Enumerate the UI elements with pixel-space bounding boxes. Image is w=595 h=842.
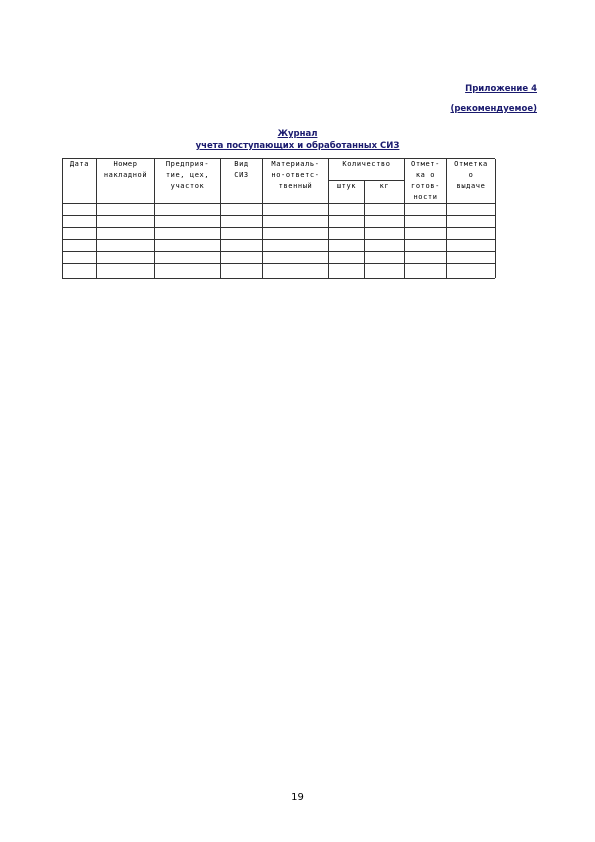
col-issue: Отметка о выдаче bbox=[447, 159, 496, 204]
table-cell[interactable] bbox=[329, 264, 365, 279]
col-date: Дата bbox=[63, 159, 97, 204]
table-row bbox=[63, 204, 496, 216]
table-cell[interactable] bbox=[263, 252, 329, 264]
table-cell[interactable] bbox=[365, 216, 405, 228]
table-cell[interactable] bbox=[329, 252, 365, 264]
table-cell[interactable] bbox=[221, 252, 263, 264]
table-cell[interactable] bbox=[63, 240, 97, 252]
table-cell[interactable] bbox=[155, 264, 221, 279]
table-row bbox=[63, 264, 496, 279]
recommended-label: (рекомендуемое) bbox=[450, 104, 537, 114]
table-cell[interactable] bbox=[155, 204, 221, 216]
table-cell[interactable] bbox=[97, 264, 155, 279]
col-responsible: Материаль- но-ответс- твенный bbox=[263, 159, 329, 204]
table-cell[interactable] bbox=[365, 252, 405, 264]
table-cell[interactable] bbox=[155, 252, 221, 264]
table-row bbox=[63, 216, 496, 228]
title-line-1: Журнал bbox=[277, 129, 318, 139]
table-cell[interactable] bbox=[447, 264, 496, 279]
table-row bbox=[63, 228, 496, 240]
table-cell[interactable] bbox=[63, 264, 97, 279]
table-cell[interactable] bbox=[63, 252, 97, 264]
col-quantity: Количество bbox=[329, 159, 405, 181]
table-cell[interactable] bbox=[155, 228, 221, 240]
table-cell[interactable] bbox=[63, 228, 97, 240]
table-cell[interactable] bbox=[221, 228, 263, 240]
col-invoice: Номер накладной bbox=[97, 159, 155, 204]
table-cell[interactable] bbox=[405, 264, 447, 279]
table-cell[interactable] bbox=[155, 240, 221, 252]
table-cell[interactable] bbox=[97, 204, 155, 216]
table-cell[interactable] bbox=[405, 228, 447, 240]
table-row bbox=[63, 252, 496, 264]
col-readiness: Отмет- ка о готов- ности bbox=[405, 159, 447, 204]
table-cell[interactable] bbox=[447, 228, 496, 240]
table-cell[interactable] bbox=[97, 228, 155, 240]
table-row bbox=[63, 240, 496, 252]
table-cell[interactable] bbox=[365, 228, 405, 240]
table-cell[interactable] bbox=[329, 204, 365, 216]
table-cell[interactable] bbox=[447, 216, 496, 228]
table-cell[interactable] bbox=[447, 252, 496, 264]
table-cell[interactable] bbox=[263, 264, 329, 279]
table-cell[interactable] bbox=[329, 228, 365, 240]
table-cell[interactable] bbox=[155, 216, 221, 228]
col-kg: кг bbox=[365, 181, 405, 204]
table-cell[interactable] bbox=[263, 216, 329, 228]
table-cell[interactable] bbox=[405, 252, 447, 264]
table-cell[interactable] bbox=[447, 240, 496, 252]
journal-table bbox=[62, 158, 495, 279]
table-cell[interactable] bbox=[263, 240, 329, 252]
col-ppe-type: Вид СИЗ bbox=[221, 159, 263, 204]
table-cell[interactable] bbox=[447, 204, 496, 216]
table-cell[interactable] bbox=[365, 240, 405, 252]
table-cell[interactable] bbox=[97, 240, 155, 252]
journal-title bbox=[0, 128, 595, 152]
page-number: 19 bbox=[291, 792, 304, 803]
table-cell[interactable] bbox=[221, 216, 263, 228]
table-cell[interactable] bbox=[365, 204, 405, 216]
table-cell[interactable] bbox=[263, 204, 329, 216]
table-cell[interactable] bbox=[97, 216, 155, 228]
col-enterprise: Предприя- тие, цех, участок bbox=[155, 159, 221, 204]
table-cell[interactable] bbox=[97, 252, 155, 264]
appendix-label: Приложение 4 bbox=[465, 84, 537, 94]
table-cell[interactable] bbox=[63, 204, 97, 216]
table-cell[interactable] bbox=[221, 240, 263, 252]
table-cell[interactable] bbox=[221, 204, 263, 216]
table-cell[interactable] bbox=[329, 240, 365, 252]
table-cell[interactable] bbox=[405, 216, 447, 228]
table-cell[interactable] bbox=[405, 240, 447, 252]
table-cell[interactable] bbox=[329, 216, 365, 228]
table-cell[interactable] bbox=[63, 216, 97, 228]
table-cell[interactable] bbox=[263, 228, 329, 240]
table-cell[interactable] bbox=[405, 204, 447, 216]
col-pieces: штук bbox=[329, 181, 365, 204]
table-cell[interactable] bbox=[365, 264, 405, 279]
table-body bbox=[63, 204, 496, 279]
title-line-2: учета поступающих и обработанных СИЗ bbox=[195, 141, 400, 151]
table-cell[interactable] bbox=[221, 264, 263, 279]
